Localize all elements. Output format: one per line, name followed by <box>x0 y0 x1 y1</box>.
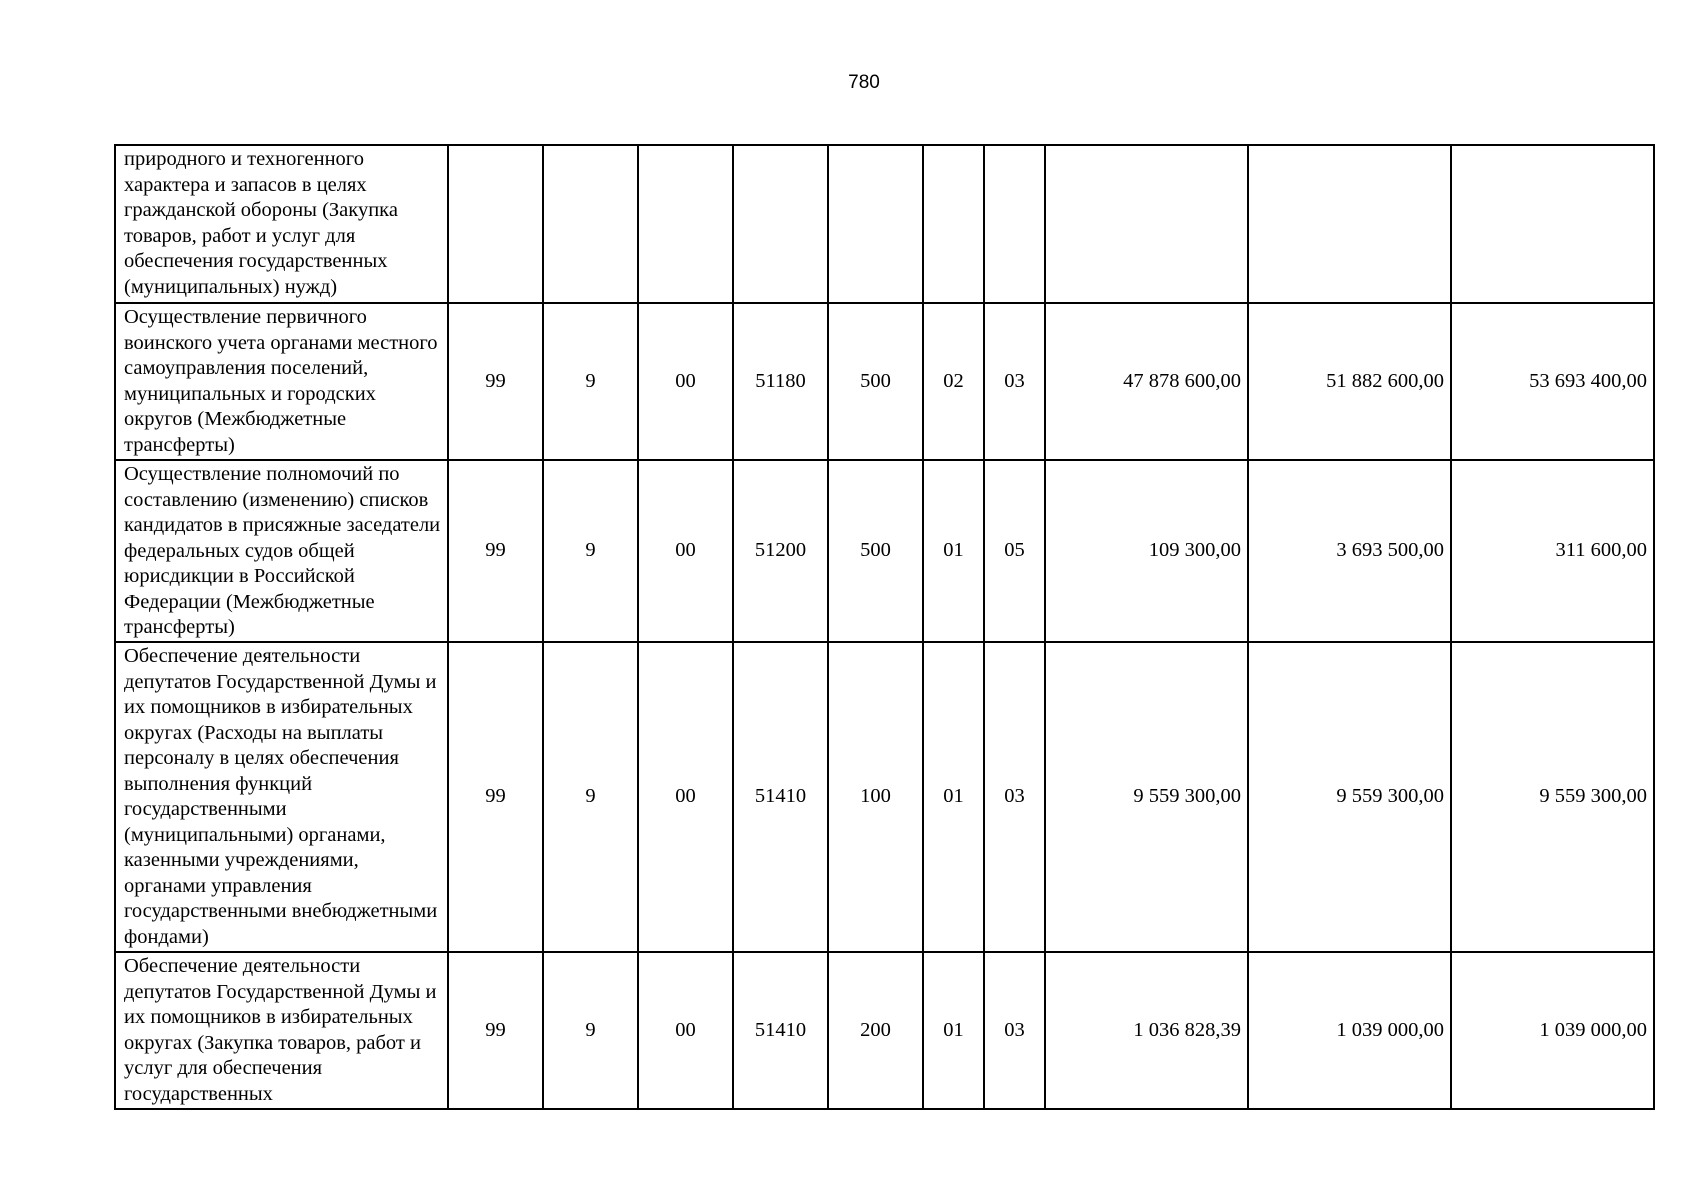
amount-year-3 <box>1451 145 1654 303</box>
subsection-code: 03 <box>984 952 1045 1109</box>
amount-year-2: 9 559 300,00 <box>1248 642 1451 952</box>
subsection-code: 03 <box>984 303 1045 460</box>
direction-code <box>733 145 828 303</box>
amount-year-2: 3 693 500,00 <box>1248 460 1451 642</box>
program-code: 99 <box>448 642 543 952</box>
main-activity-code <box>638 145 733 303</box>
row-description: Обеспечение деятельности депутатов Государственной Думы и их помощников в избирательных округах (Расходы на выплаты персоналу в целях обеспечения выполнения функций государственными (муниципальными) органами, казенными учреждениями, органами управления государственными внебюджетными фондами) <box>115 642 448 952</box>
amount-year-1: 1 036 828,39 <box>1045 952 1248 1109</box>
section-code: 01 <box>923 642 984 952</box>
row-description: природного и техногенного характера и запасов в целях гражданской обороны (Закупка товаров, работ и услуг для обеспечения государственных (муниципальных) нужд) <box>115 145 448 303</box>
section-code: 02 <box>923 303 984 460</box>
expense-type-code: 500 <box>828 460 923 642</box>
subprogram-code: 9 <box>543 460 638 642</box>
main-activity-code: 00 <box>638 303 733 460</box>
expense-type-code: 200 <box>828 952 923 1109</box>
subprogram-code: 9 <box>543 952 638 1109</box>
table-row <box>115 460 1654 642</box>
subsection-code: 03 <box>984 642 1045 952</box>
expense-type-code <box>828 145 923 303</box>
expense-type-code: 500 <box>828 303 923 460</box>
row-description: Осуществление первичного воинского учета органами местного самоуправления поселений, муниципальных и городских округов (Межбюджетные трансферты) <box>115 303 448 460</box>
subprogram-code: 9 <box>543 642 638 952</box>
table-body <box>115 145 1654 1109</box>
section-code <box>923 145 984 303</box>
section-code: 01 <box>923 952 984 1109</box>
table-row <box>115 952 1654 1109</box>
program-code: 99 <box>448 303 543 460</box>
direction-code: 51410 <box>733 952 828 1109</box>
row-description: Осуществление полномочий по составлению (изменению) списков кандидатов в присяжные заседатели федеральных судов общей юрисдикции в Российской Федерации (Межбюджетные трансферты) <box>115 460 448 642</box>
page-number: 780 <box>848 72 880 93</box>
direction-code: 51410 <box>733 642 828 952</box>
subsection-code: 05 <box>984 460 1045 642</box>
subsection-code <box>984 145 1045 303</box>
main-activity-code: 00 <box>638 642 733 952</box>
amount-year-1 <box>1045 145 1248 303</box>
subprogram-code: 9 <box>543 303 638 460</box>
main-activity-code: 00 <box>638 952 733 1109</box>
direction-code: 51180 <box>733 303 828 460</box>
direction-code: 51200 <box>733 460 828 642</box>
budget-table <box>114 144 1655 1110</box>
table-row <box>115 642 1654 952</box>
amount-year-3: 1 039 000,00 <box>1451 952 1654 1109</box>
program-code: 99 <box>448 460 543 642</box>
amount-year-3: 311 600,00 <box>1451 460 1654 642</box>
amount-year-3: 9 559 300,00 <box>1451 642 1654 952</box>
program-code <box>448 145 543 303</box>
amount-year-3: 53 693 400,00 <box>1451 303 1654 460</box>
section-code: 01 <box>923 460 984 642</box>
row-description: Обеспечение деятельности депутатов Государственной Думы и их помощников в избирательных округах (Закупка товаров, работ и услуг для обеспечения государственных <box>115 952 448 1109</box>
table-row <box>115 303 1654 460</box>
table-row <box>115 145 1654 303</box>
expense-type-code: 100 <box>828 642 923 952</box>
main-activity-code: 00 <box>638 460 733 642</box>
amount-year-2: 51 882 600,00 <box>1248 303 1451 460</box>
amount-year-1: 9 559 300,00 <box>1045 642 1248 952</box>
subprogram-code <box>543 145 638 303</box>
amount-year-1: 109 300,00 <box>1045 460 1248 642</box>
amount-year-1: 47 878 600,00 <box>1045 303 1248 460</box>
program-code: 99 <box>448 952 543 1109</box>
amount-year-2 <box>1248 145 1451 303</box>
amount-year-2: 1 039 000,00 <box>1248 952 1451 1109</box>
